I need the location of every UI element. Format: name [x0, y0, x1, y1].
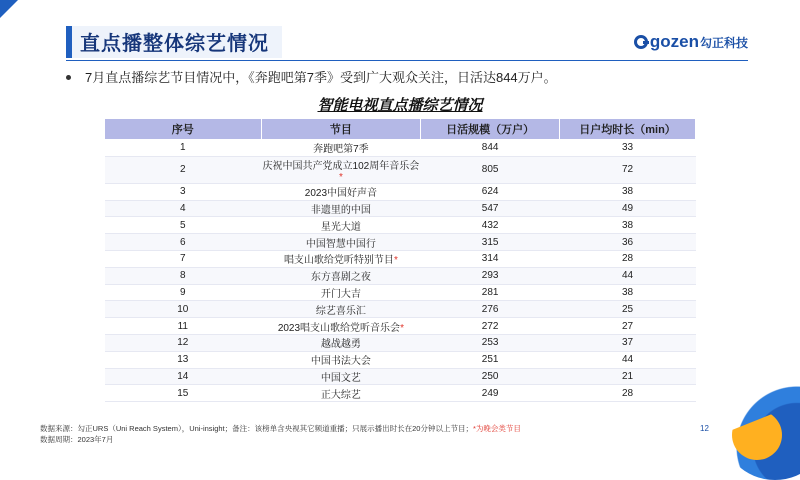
cell-program	[261, 351, 421, 368]
table-row	[105, 351, 696, 368]
summary-bullet	[66, 67, 557, 86]
footnote-period: 数据周期：2023年7月	[40, 435, 114, 444]
table-row	[105, 334, 696, 351]
cell-avg-minutes: 25	[560, 301, 696, 318]
cell-dau: 250	[421, 368, 560, 385]
cell-dau: 547	[421, 200, 560, 217]
variety-table	[104, 118, 696, 402]
cell-avg-minutes: 38	[560, 284, 696, 301]
cell-dau: 314	[421, 250, 560, 267]
evening-gala-mark: *	[338, 171, 343, 183]
table-row	[105, 385, 696, 402]
program-name: 中国智慧中国行	[305, 238, 376, 250]
cell-program	[261, 301, 421, 318]
bullet-icon	[66, 75, 71, 80]
program-name: 综艺喜乐汇	[315, 305, 366, 317]
table-row	[105, 318, 696, 335]
table-row	[105, 183, 696, 200]
evening-gala-mark: *	[400, 322, 404, 334]
cell-rank: 3	[105, 183, 262, 200]
footnote	[40, 423, 521, 445]
cell-program	[261, 156, 421, 183]
corner-decoration	[0, 0, 18, 18]
cell-avg-minutes: 37	[560, 334, 696, 351]
program-name: 中国文艺	[320, 372, 361, 384]
cell-rank: 14	[105, 368, 262, 385]
program-name: 星光大道	[320, 221, 361, 233]
table-row	[105, 250, 696, 267]
cell-rank: 6	[105, 234, 262, 251]
summary-text: 7月直点播综艺节目情况中，《奔跑吧第7季》受到广大观众关注，日活达844万户。	[85, 70, 557, 85]
cell-program	[261, 368, 421, 385]
cell-rank: 12	[105, 334, 262, 351]
cell-dau: 276	[421, 301, 560, 318]
table-row	[105, 267, 696, 284]
cell-rank: 11	[105, 318, 262, 335]
cell-avg-minutes: 38	[560, 217, 696, 234]
cell-rank: 7	[105, 250, 262, 267]
cell-rank: 10	[105, 301, 262, 318]
cell-dau: 281	[421, 284, 560, 301]
cell-avg-minutes: 28	[560, 385, 696, 402]
evening-gala-mark: *	[393, 255, 398, 267]
cell-dau: 315	[421, 234, 560, 251]
cell-dau: 272	[421, 318, 560, 335]
cell-rank: 2	[105, 156, 262, 183]
table-header-row	[105, 119, 696, 140]
cell-avg-minutes: 28	[560, 250, 696, 267]
program-name: 2023中国好声音	[304, 188, 378, 200]
program-name: 2023唱支山歌给党听音乐会	[277, 322, 401, 334]
program-name: 越战越勇	[320, 339, 361, 351]
cell-program	[261, 234, 421, 251]
footnote-star-note: *为晚会类节目	[472, 424, 521, 433]
cell-dau: 432	[421, 217, 560, 234]
logo	[634, 32, 748, 52]
table-row	[105, 217, 696, 234]
logo-latin: gozen	[649, 32, 699, 51]
cell-program	[261, 318, 421, 335]
cell-rank: 8	[105, 267, 262, 284]
cell-avg-minutes: 44	[560, 351, 696, 368]
logo-cn: 勾正科技	[699, 35, 748, 50]
cell-avg-minutes: 49	[560, 200, 696, 217]
cell-avg-minutes: 36	[560, 234, 696, 251]
table-row	[105, 284, 696, 301]
cell-program	[261, 334, 421, 351]
table-row	[105, 140, 696, 157]
cell-avg-minutes: 21	[560, 368, 696, 385]
program-name: 中国书法大会	[310, 356, 371, 368]
footnote-source: 数据来源：勾正URS（Uni Reach System），Uni-insight；备注：该榜单含央视其它频道重播；只展示播出时长在20分钟以上节目；	[40, 424, 473, 433]
cell-program	[261, 284, 421, 301]
cell-rank: 15	[105, 385, 262, 402]
cell-dau: 253	[421, 334, 560, 351]
cell-program	[261, 385, 421, 402]
cell-avg-minutes: 27	[560, 318, 696, 335]
cell-program	[261, 267, 421, 284]
cell-dau: 251	[421, 351, 560, 368]
table-title: 智能电视直点播综艺情况	[317, 97, 483, 114]
logo-icon	[634, 35, 648, 49]
cell-rank: 13	[105, 351, 262, 368]
cell-program	[261, 200, 421, 217]
cell-avg-minutes: 38	[560, 183, 696, 200]
cell-rank: 1	[105, 140, 262, 157]
cell-avg-minutes: 44	[560, 267, 696, 284]
cell-dau: 249	[421, 385, 560, 402]
program-name: 开门大吉	[320, 288, 361, 300]
table-row	[105, 156, 696, 183]
table-row	[105, 200, 696, 217]
cell-program	[261, 217, 421, 234]
cell-dau: 844	[421, 140, 560, 157]
cell-avg-minutes: 33	[560, 140, 696, 157]
table-row	[105, 234, 696, 251]
program-name: 非遗里的中国	[310, 204, 371, 216]
cell-rank: 9	[105, 284, 262, 301]
header-rule	[66, 60, 748, 61]
header-program: 节目	[261, 119, 421, 140]
program-name: 奔跑吧第7季	[313, 144, 369, 156]
cell-program	[261, 250, 421, 267]
page-title: 直点播整体综艺情况	[80, 33, 269, 55]
cell-program	[261, 140, 421, 157]
header-avg-minutes: 日户均时长（min）	[560, 119, 696, 140]
table-row	[105, 301, 696, 318]
header-rank: 序号	[105, 119, 262, 140]
cell-program	[261, 183, 421, 200]
cell-rank: 4	[105, 200, 262, 217]
program-name: 庆祝中国共产党成立102周年音乐会	[262, 160, 420, 172]
program-name: 唱支山歌给党听特别节目	[283, 255, 394, 267]
header-dau: 日活规模（万户）	[421, 119, 560, 140]
cell-dau: 293	[421, 267, 560, 284]
page-number: 12	[700, 424, 709, 433]
table-row	[105, 368, 696, 385]
program-name: 东方喜剧之夜	[310, 272, 371, 284]
program-name: 正大综艺	[320, 389, 361, 401]
cell-rank: 5	[105, 217, 262, 234]
cell-dau: 805	[421, 156, 560, 183]
cell-dau: 624	[421, 183, 560, 200]
cell-avg-minutes: 72	[560, 156, 696, 183]
